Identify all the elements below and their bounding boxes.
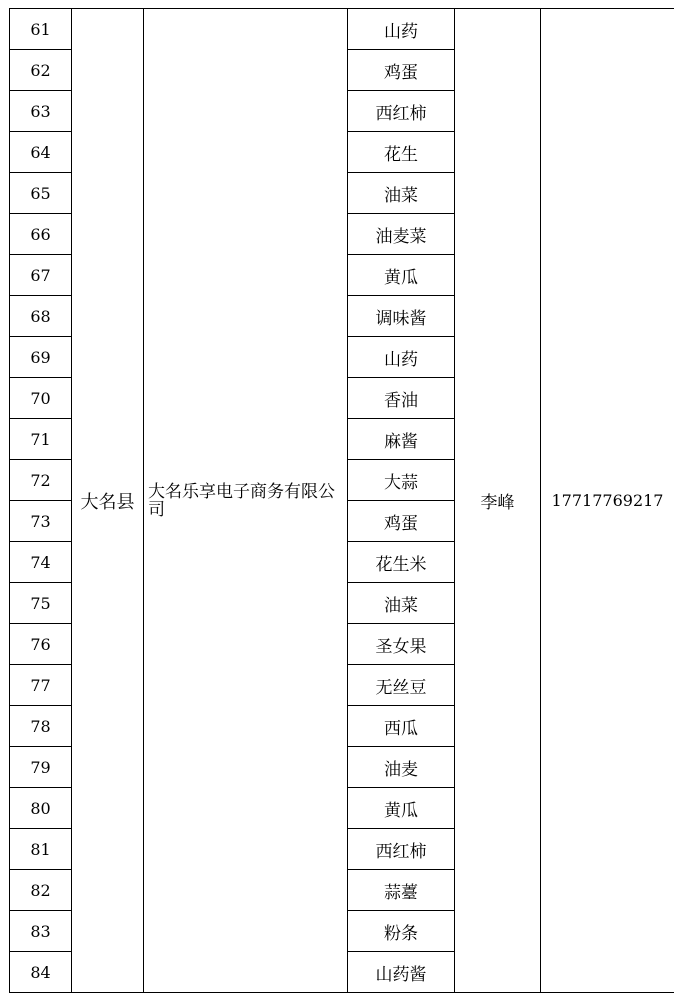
row-number-cell: 71 (10, 419, 72, 460)
row-number-cell: 63 (10, 91, 72, 132)
row-number-cell: 65 (10, 173, 72, 214)
row-number-cell: 74 (10, 542, 72, 583)
phone-cell: 17717769217 (541, 9, 674, 993)
product-cell: 花生 (348, 132, 455, 173)
row-number-cell: 76 (10, 624, 72, 665)
row-number-cell: 64 (10, 132, 72, 173)
row-number-cell: 79 (10, 747, 72, 788)
table-row (10, 9, 674, 50)
product-cell: 调味酱 (348, 296, 455, 337)
row-number-cell: 67 (10, 255, 72, 296)
product-cell: 鸡蛋 (348, 501, 455, 542)
product-cell: 油菜 (348, 173, 455, 214)
row-number-cell: 75 (10, 583, 72, 624)
row-number-cell: 62 (10, 50, 72, 91)
row-number-cell: 81 (10, 829, 72, 870)
row-number-cell: 61 (10, 9, 72, 50)
contact-person-cell: 李峰 (455, 9, 541, 993)
row-number-cell: 69 (10, 337, 72, 378)
product-cell: 油麦菜 (348, 214, 455, 255)
row-number-cell: 66 (10, 214, 72, 255)
product-cell: 山药 (348, 9, 455, 50)
row-number-cell: 68 (10, 296, 72, 337)
row-number-cell: 84 (10, 952, 72, 993)
product-table (9, 8, 674, 993)
row-number-cell: 70 (10, 378, 72, 419)
product-cell: 山药酱 (348, 952, 455, 993)
product-cell: 黄瓜 (348, 788, 455, 829)
product-cell: 西瓜 (348, 706, 455, 747)
product-cell: 西红柿 (348, 829, 455, 870)
company-cell: 大名乐享电子商务有限公司 (144, 9, 348, 993)
product-cell: 花生米 (348, 542, 455, 583)
product-cell: 香油 (348, 378, 455, 419)
table-body (10, 9, 674, 993)
product-cell: 麻酱 (348, 419, 455, 460)
product-cell: 油麦 (348, 747, 455, 788)
product-cell: 无丝豆 (348, 665, 455, 706)
row-number-cell: 82 (10, 870, 72, 911)
row-number-cell: 80 (10, 788, 72, 829)
product-cell: 油菜 (348, 583, 455, 624)
row-number-cell: 72 (10, 460, 72, 501)
product-cell: 粉条 (348, 911, 455, 952)
county-cell: 大名县 (72, 9, 144, 993)
row-number-cell: 78 (10, 706, 72, 747)
product-cell: 大蒜 (348, 460, 455, 501)
row-number-cell: 77 (10, 665, 72, 706)
product-cell: 黄瓜 (348, 255, 455, 296)
row-number-cell: 73 (10, 501, 72, 542)
product-cell: 山药 (348, 337, 455, 378)
product-cell: 鸡蛋 (348, 50, 455, 91)
product-cell: 西红柿 (348, 91, 455, 132)
product-cell: 蒜薹 (348, 870, 455, 911)
row-number-cell: 83 (10, 911, 72, 952)
product-cell: 圣女果 (348, 624, 455, 665)
